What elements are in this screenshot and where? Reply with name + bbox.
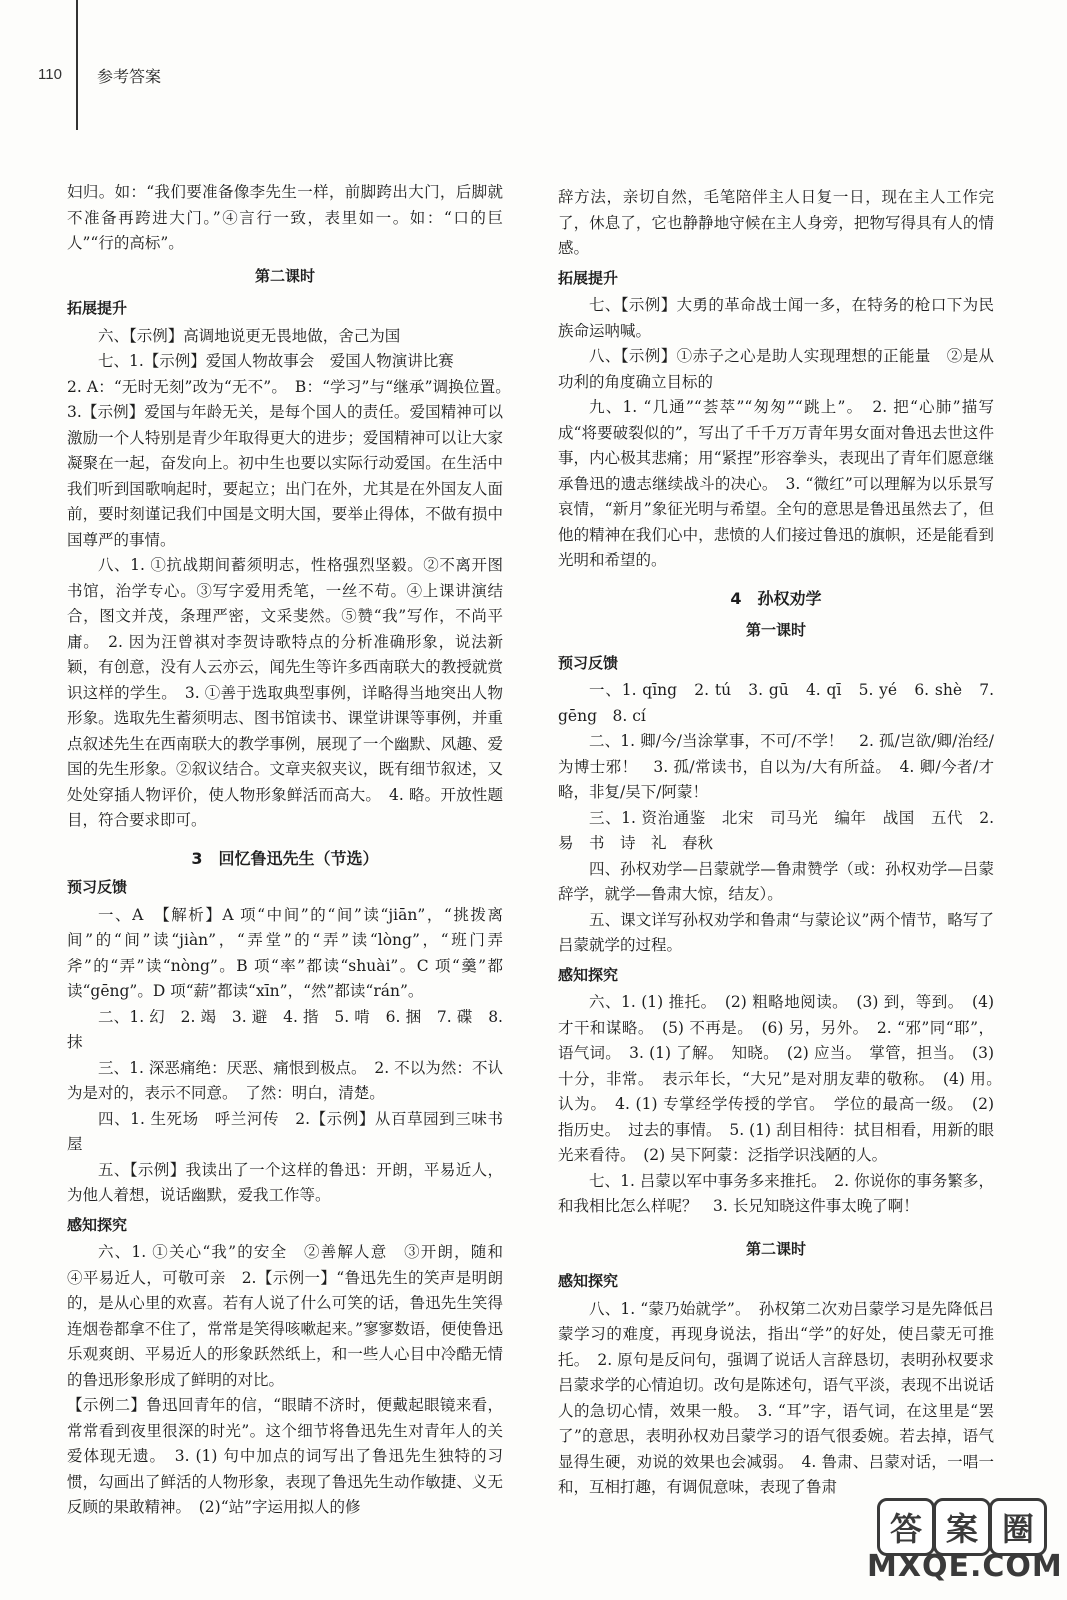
- page-number: 110: [38, 66, 62, 83]
- paragraph: 三、1. 资治通鉴 北宋 司马光 编年 战国 五代 2. 易 书 诗 礼 春秋: [558, 808, 994, 852]
- paragraph: 三、1. 深恶痛绝：厌恶、痛恨到极点。 2. 不以为然：不认为是对的，表示不同意。 了然：明白，清楚。: [67, 1058, 503, 1102]
- paragraph: 六、【示例】高调地说更无畏地做，舍己为国: [98, 326, 401, 345]
- section-heading: 感知探究: [558, 1272, 619, 1290]
- paragraph: 妇归。如：“我们要准备像李先生一样，前脚跨出大门，后脚就不准备再跨进大门。”④言行一致，表里如一。如：“口的巨人”“行的高标”。: [67, 183, 503, 252]
- section-heading: 感知探究: [67, 1215, 128, 1234]
- paragraph: 二、1. 卿/今/当涂掌事，不可/不学！ 2. 孤/岂欲/卿/治经/为博士邪！ 3. 孤/常读书，自以为/大有所益。 4. 卿/今者/才略，非复/吴下/阿蒙！: [558, 732, 994, 801]
- watermark-url: MXQE.COM: [867, 1549, 1063, 1584]
- paragraph: 七、1.【示例】爱国人物故事会 爱国人物演讲比赛: [98, 352, 454, 370]
- section-heading: 拓展提升: [67, 299, 128, 317]
- watermark-char-3: 圈: [989, 1498, 1047, 1556]
- paragraph: 一、A 【解析】A 项“中间”的“间”读“jiān”，“挑拨离间”的“间”读“jiàn”，“弄堂”的“弄”读“lòng”，“班门弄斧”的“弄”读“nòng”。B 项“率”都读“shuài”。C 项“羹”都读“gēng”。D 项“薪”都读“xīn”，“然”都读“rán”。: [67, 905, 503, 1000]
- watermark-char-2: 案: [933, 1498, 991, 1556]
- paragraph: 七、1. 吕蒙以军中事务多来推托。 2. 你说你的事务繁多，和我相比怎么样呢？ 3. 长兄知晓这件事太晚了啊！: [558, 1171, 994, 1215]
- section-heading: 预习反馈: [67, 878, 128, 896]
- paragraph: 五、【示例】我读出了一个这样的鲁迅：开朗，平易近人，为他人着想，说话幽默，爱我工作等。: [67, 1160, 503, 1204]
- lesson-period-heading: 第二课时: [745, 1239, 806, 1258]
- paragraph: 五、课文详写孙权劝学和鲁肃“与蒙论议”两个情节，略写了吕蒙就学的过程。: [558, 910, 994, 954]
- paragraph: 八、1. ①抗战期间蓄须明志，性格强烈坚毅。②不离开图书馆，治学专心。③写字爱用秃笔，一丝不苟。④上课讲演结合，图文并茂，条理严密，文采斐然。⑤赞“我”写作，不尚平庸。 2. 因为汪曾祺对李贺诗歌特点的分析准确形象，说法新颖，有创意，没有人云亦云，闻先生等许多西南联大的教授就赏识这样的学生。 3. ①善于选取典型事例，详略得当地突出人物形象。选取先生蓄须明志、图书馆读书、课堂讲课等事例，并重点叙述先生在西南联大的教学事例，展现了一个幽默、风趣、爱国的先生形象。②叙议结合。文章夹叙夹议，既有细节叙述，又处处穿插人物评价，使人物形象鲜活而高大。 4. 略。开放性题目，符合要求即可。: [67, 556, 503, 829]
- paragraph: 2. A：“无时无刻”改为“无不”。 B：“学习”与“继承”调换位置。 3.【示例】爱国与年龄无关，是每个国人的责任。爱国精神可以激励一个人特别是青少年取得更大的进步；爱国精神可以让大家凝聚在一起，奋发向上。初中生也要以实际行动爱国。在生活中我们听到国歌响起时，要起立；出门在外，尤其是在外国友人面前，要时刻谨记我们中国是文明大国，要举止得体，不做有损中国尊严的事情。: [67, 377, 519, 549]
- lesson-period-heading: 第二课时: [254, 266, 315, 285]
- lesson-title: 4 孙权劝学: [730, 588, 822, 608]
- paragraph: 一、1. qīng 2. tú 3. gū 4. qī 5. yé 6. shè 7. gēng 8. cí: [558, 681, 994, 725]
- paragraph: 二、1. 幻 2. 竭 3. 避 4. 揩 5. 啃 6. 捆 7. 碟 8. 抹: [67, 1007, 503, 1051]
- right-column: [558, 185, 1010, 1501]
- left-column: [67, 180, 519, 1521]
- header-divider: [76, 0, 78, 130]
- paragraph: 【示例二】鲁迅回青年的信，“眼睛不济时，便戴起眼镜来看，常常看到夜里很深的时光”。这个细节将鲁迅先生对青年人的关爱体现无遗。 3. (1) 句中加点的词写出了鲁迅先生独特的习惯，勾画出了鲜活的人物形象，表现了鲁迅先生动作敏捷、义无反顾的果敢精神。 (2)“站”字运用拟人的修: [67, 1396, 503, 1516]
- lesson-title: 3 回忆鲁迅先生（节选）: [191, 848, 379, 868]
- lesson-period-heading: 第一课时: [745, 621, 806, 639]
- paragraph: 八、1. “蒙乃始就学”。 孙权第二次劝吕蒙学习是先降低吕蒙学习的难度，再现身说法，指出“学”的好处，使吕蒙无可推托。 2. 原句是反问句，强调了说话人言辞恳切，表明孙权要求吕蒙求学的心情迫切。改句是陈述句，语气平淡，表现不出说话人的急切心情，效果一般。 3. “耳”字，语气词，在这里是“罢了”的意思，表明孙权劝吕蒙学习的语气很委婉。若去掉，语气显得生硬，劝说的效果也会减弱。 4. 鲁肃、吕蒙对话，一唱一和，互相打趣，有调侃意味，表现了鲁肃: [558, 1299, 994, 1496]
- paragraph: 四、孙权劝学—吕蒙就学—鲁肃赞学（或：孙权劝学—吕蒙辞学，就学—鲁肃大惊，结友）。: [558, 859, 994, 903]
- section-heading: 感知探究: [558, 965, 619, 984]
- watermark-logo: [837, 1498, 1063, 1588]
- section-heading: 拓展提升: [558, 268, 619, 287]
- paragraph: 九、1. “几通”“荟萃”“匆匆”“跳上”。 2. 把“心肺”描写成“将要破裂似的”，写出了千千万万青年男女面对鲁迅去世这件事，内心极其悲痛；用“紧捏”形容拳头，表现出了青年们愿意继承鲁迅的遗志继续战斗的决心。 3. “微红”可以理解为以乐景写哀情，“新月”象征光明与希望。全句的意思是鲁迅虽然去了，但他的精神在我们心中，悲愤的人们接过鲁迅的旗帜，还是能看到光明和希望的。: [558, 398, 994, 569]
- paragraph: 辞方法，亲切自然，毛笔陪伴主人日复一日，现在主人工作完了，休息了，它也静静地守候在主人身旁，把物写得具有人的情感。: [558, 188, 994, 257]
- paragraph: 四、1. 生死场 呼兰河传 2.【示例】从百草园到三味书屋: [67, 1109, 503, 1153]
- paragraph: 七、【示例】大勇的革命战士闻一多，在特务的枪口下为民族命运呐喊。: [558, 296, 994, 340]
- spacer: [558, 1220, 994, 1230]
- paragraph: 六、1. ①关心“我”的安全 ②善解人意 ③开朗，随和 ④平易近人，可敬可亲 2.【示例一】“鲁迅先生的笑声是明朗的，是从心里的欢喜。若有人说了什么可笑的话，鲁迅先生笑得连烟卷都拿不住了，常常是笑得咳嗽起来。”寥寥数语，便使鲁迅乐观爽朗、平易近人的形象跃然纸上，和一些人心目中冷酷无情的鲁迅形象形成了鲜明的对比。: [67, 1243, 519, 1389]
- header-title: 参考答案: [97, 67, 162, 86]
- paragraph: 六、1. (1) 推托。 (2) 粗略地阅读。 (3) 到，等到。 (4) 才干和谋略。 (5) 不再是。 (6) 另，另外。 2. “邪”同“耶”，语气词。 3. (1) 了解。 知晓。 (2) 应当。 掌管，担当。 (3) 十分，非常。 表示年长，“大兄”是对朋友辈的敬称。 (4) 用。 认为。 4. (1) 专掌经学传授的学官。 学位的最高一级。 (2) 指历史。 过去的事情。 5. (1) 刮目相待：拭目相看，用新的眼光来看待。 (2) 吴下阿蒙：泛指学识浅陋的人。: [558, 993, 1010, 1164]
- section-heading: 预习反馈: [558, 653, 619, 672]
- watermark-char-1: 答: [877, 1498, 935, 1556]
- paragraph: 八、【示例】①赤子之心是助人实现理想的正能量 ②是从功利的角度确立目标的: [558, 347, 994, 391]
